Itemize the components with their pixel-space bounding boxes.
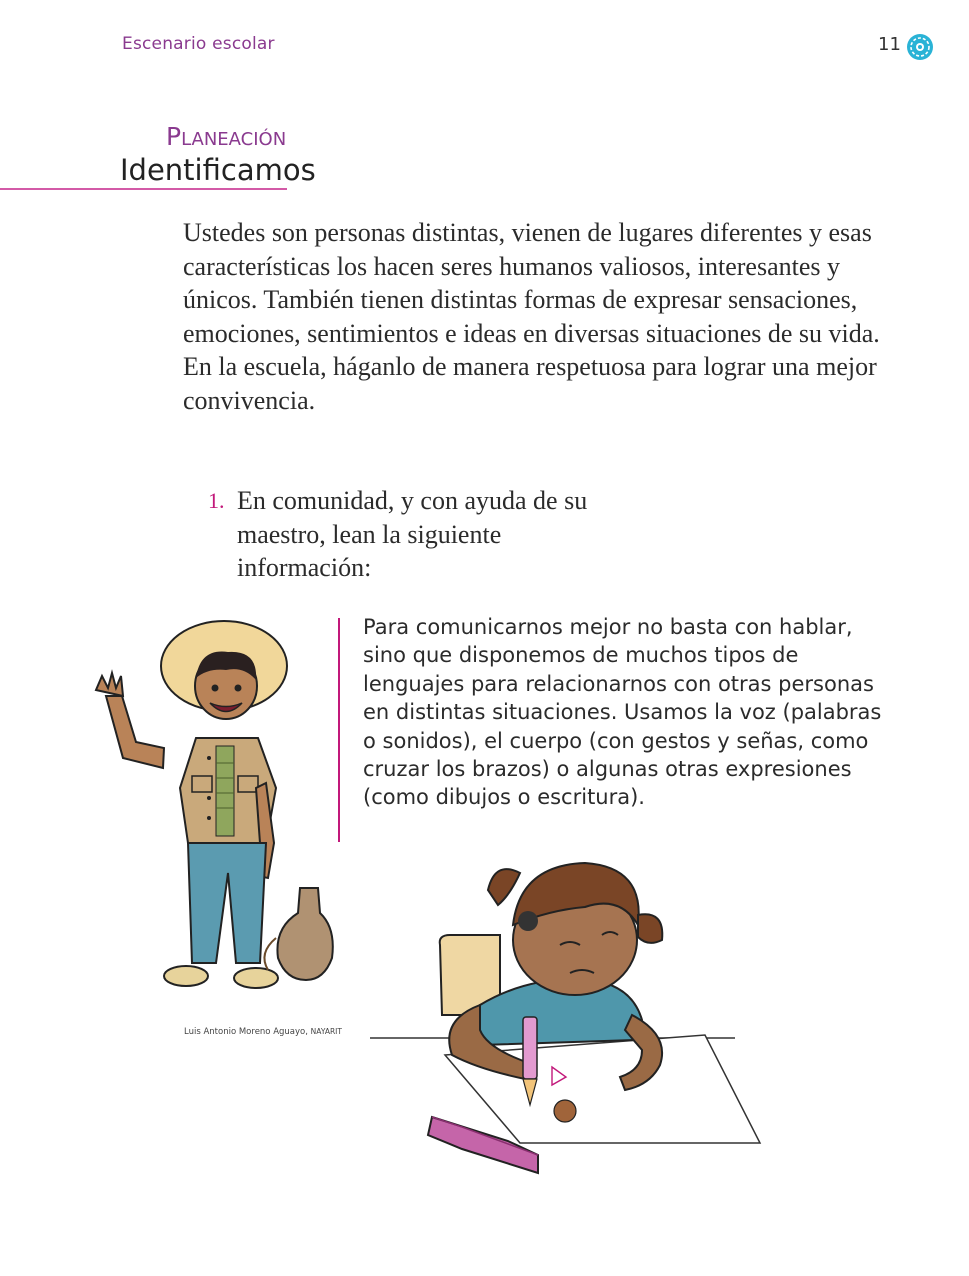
intro-paragraph: Ustedes son personas distintas, vienen de lugares diferentes y esas características los hacen seres humanos valiosos, interesantes y únicos. También tienen distintas formas de expresar sensaciones, emociones, sentimientos e ideas en diversas situaciones de su vida. En la escuela, háganlo de manera respetuosa para lograr una mejor convivencia. bbox=[183, 218, 880, 415]
step-number: 1. bbox=[208, 488, 225, 513]
illustration-credit bbox=[184, 1027, 342, 1037]
girl-drawing-illustration bbox=[370, 855, 765, 1180]
section-kicker: Planeación bbox=[166, 122, 287, 151]
boy-waving-illustration bbox=[88, 618, 338, 998]
credit-author: Luis Antonio Moreno Aguayo, bbox=[184, 1027, 308, 1037]
title-underline bbox=[0, 188, 287, 190]
step-instruction: En comunidad, y con ayuda de su maestro, lean la siguiente información: bbox=[237, 486, 588, 582]
page-number: 11 bbox=[878, 34, 901, 55]
info-box-rule bbox=[338, 618, 340, 842]
section-title: Identificamos bbox=[120, 153, 316, 187]
credit-state: NAYARIT bbox=[310, 1027, 342, 1036]
sun-flower-icon bbox=[905, 32, 935, 62]
running-header-section: Escenario escolar bbox=[122, 34, 275, 54]
info-box-text: Para comunicarnos mejor no basta con hablar, sino que disponemos de muchos tipos de lenguajes para relacionarnos con otras personas en distintas situaciones. Usamos la voz (palabras o sonidos), el cuerpo (con gestos y señas, como cruzar los brazos) o algunas otras expresiones (como dibujos o escritura). bbox=[363, 615, 882, 810]
